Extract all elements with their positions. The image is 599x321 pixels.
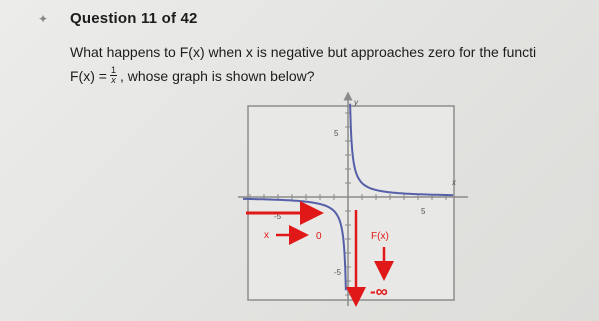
annotation-zero: 0: [316, 231, 322, 242]
function-label: F(x) =: [70, 67, 107, 84]
tick-label-pos-y: 5: [334, 129, 339, 138]
question-text-line1: What happens to F(x) when x is negative but approaches zero for the functi: [70, 44, 537, 60]
y-axis-label: y: [354, 98, 358, 107]
star-icon: ✦: [38, 12, 49, 26]
tick-label-neg-y: -5: [334, 268, 342, 277]
fraction-denominator: x: [111, 75, 116, 85]
annotation-fx: F(x): [371, 231, 389, 242]
annotation-x: x: [264, 230, 269, 241]
question-text-rest: , whose graph is shown below?: [119, 67, 315, 84]
fraction: [110, 66, 117, 85]
question-counter: Question 11 of 42: [70, 10, 198, 27]
function-graph: [236, 92, 476, 317]
question-text-line2: [70, 66, 315, 85]
x-axis-label: x: [452, 178, 456, 187]
fraction-numerator: 1: [110, 65, 116, 75]
tick-label-neg-x: -5: [274, 212, 282, 221]
annotation-result: -∞: [370, 282, 388, 301]
tick-label-pos-x: 5: [421, 207, 426, 216]
